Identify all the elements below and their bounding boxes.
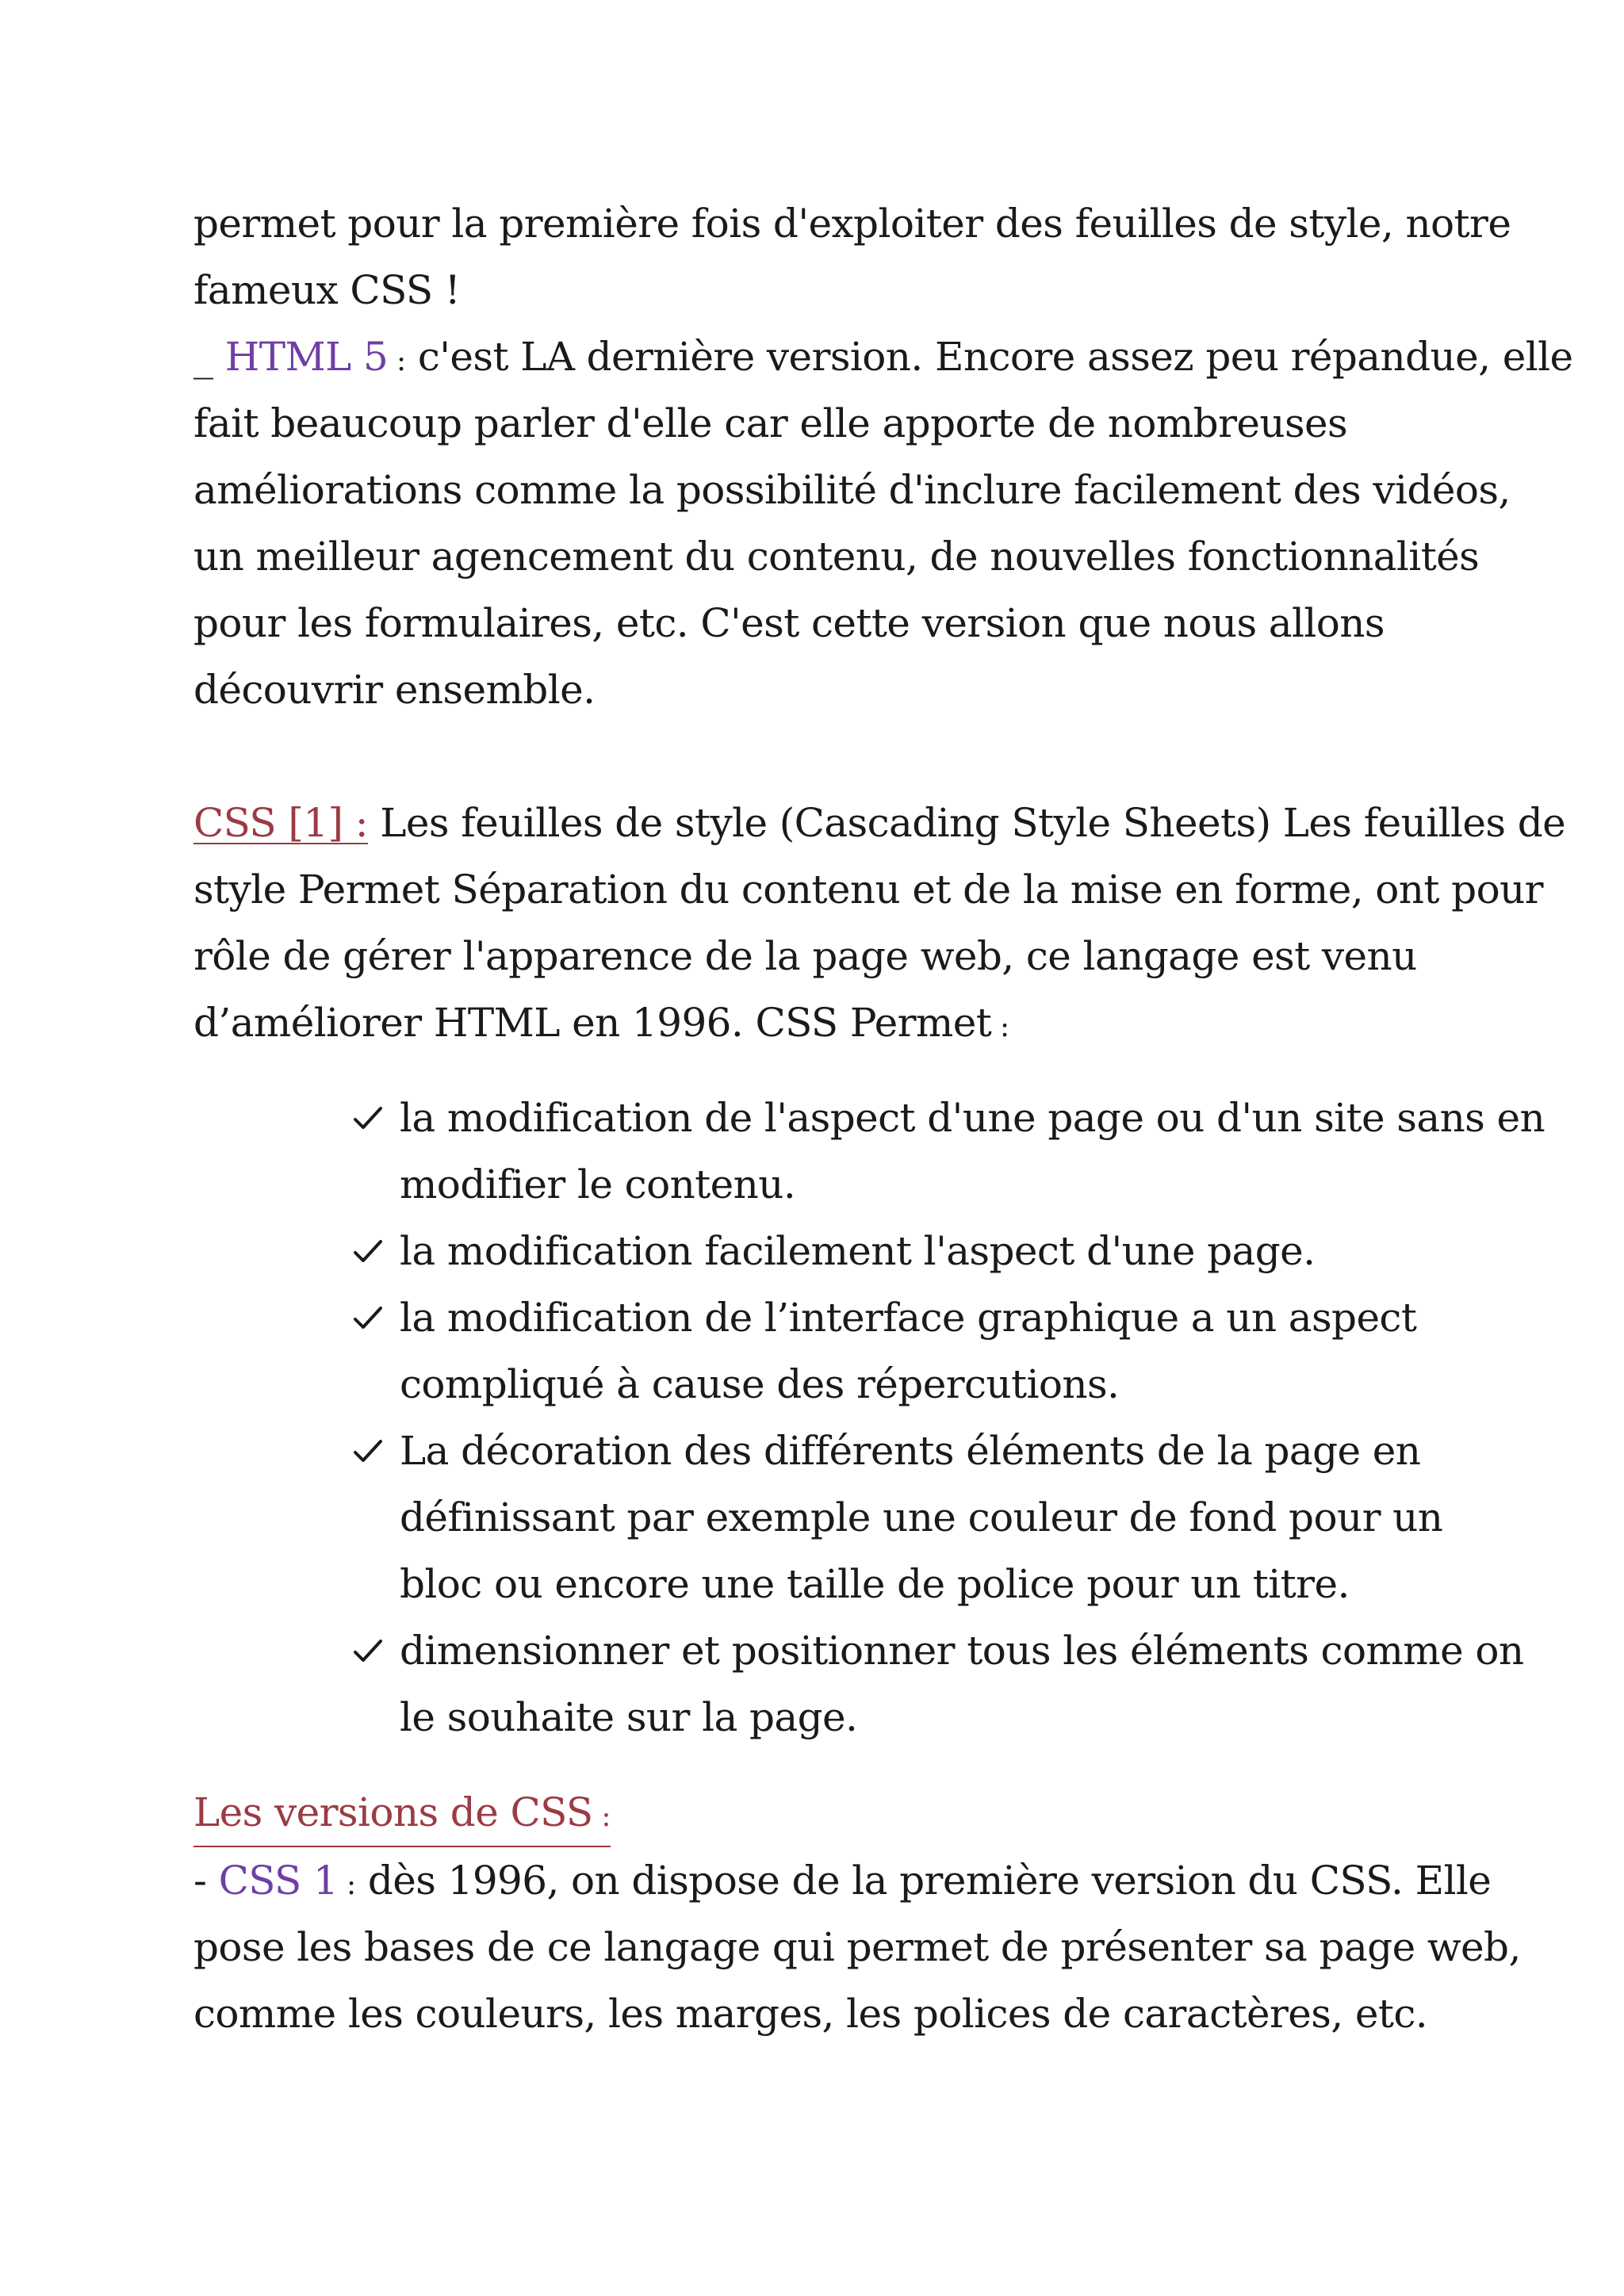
css1-colon: : bbox=[338, 1869, 356, 1901]
section-heading-text: Les versions de CSS bbox=[193, 1789, 593, 1835]
paragraph-line: comme les couleurs, les marges, les polices de caractères, etc. bbox=[193, 1991, 1428, 2037]
list-item-line: la modification de l’interface graphique a un aspect bbox=[400, 1295, 1417, 1341]
html5-text: c'est LA dernière version. Encore assez peu répandue, elle bbox=[405, 334, 1573, 380]
checkmark-icon bbox=[349, 1418, 387, 1484]
css-permet-colon: : bbox=[991, 1011, 1009, 1043]
list-item bbox=[193, 1284, 1446, 1418]
html5-colon: : bbox=[388, 345, 406, 377]
paragraph-line: un meilleur agencement du contenu, de nouvelles fonctionnalités bbox=[193, 534, 1480, 580]
html5-line bbox=[193, 323, 1573, 390]
list-item-line: La décoration des différents éléments de la page en bbox=[400, 1428, 1421, 1474]
paragraph-line: découvrir ensemble. bbox=[193, 667, 596, 713]
checkmark-icon bbox=[349, 1617, 387, 1684]
list-item-line: le souhaite sur la page. bbox=[400, 1694, 858, 1740]
css1-line bbox=[193, 1847, 1492, 1914]
html5-label: HTML 5 bbox=[224, 334, 389, 380]
checkmark-icon bbox=[349, 1284, 387, 1351]
list-item bbox=[193, 1218, 1446, 1284]
css1-dash: - bbox=[193, 1858, 219, 1904]
section-heading-colon: : bbox=[592, 1800, 611, 1833]
list-item bbox=[193, 1418, 1446, 1617]
section-heading-css-versions bbox=[193, 1781, 611, 1847]
list-item-line: la modification facilement l'aspect d'une page. bbox=[400, 1228, 1316, 1274]
paragraph-line bbox=[193, 989, 1446, 1056]
list-item-line: bloc ou encore une taille de police pour un titre. bbox=[400, 1561, 1350, 1607]
css-reference-link[interactable]: CSS [1] : bbox=[193, 800, 368, 846]
list-item-line: définissant par exemple une couleur de fond pour un bbox=[400, 1494, 1443, 1540]
html5-dash: _ bbox=[193, 334, 225, 380]
list-item-line: compliqué à cause des répercutions. bbox=[400, 1361, 1120, 1407]
paragraph-line: améliorations comme la possibilité d'inclure facilement des vidéos, bbox=[193, 467, 1511, 513]
paragraph-gap bbox=[193, 723, 1446, 790]
list-item-line: modifier le contenu. bbox=[400, 1161, 796, 1207]
list-item-line: dimensionner et positionner tous les éléments comme on bbox=[400, 1628, 1524, 1674]
css-benefits-checklist bbox=[193, 1085, 1545, 1751]
list-item-line: la modification de l'aspect d'une page ou d'un site sans en bbox=[400, 1095, 1545, 1141]
paragraph-line: pose les bases de ce langage qui permet de présenter sa page web, bbox=[193, 1924, 1521, 1970]
list-item bbox=[193, 1617, 1524, 1751]
paragraph-line: rôle de gérer l'apparence de la page web, ce langage est venu bbox=[193, 933, 1417, 979]
document-content bbox=[193, 190, 1573, 2047]
paragraph-line: permet pour la première fois d'exploiter des feuilles de style, notre bbox=[193, 201, 1511, 247]
checkmark-icon bbox=[349, 1085, 387, 1151]
css-intro-line bbox=[193, 790, 1566, 856]
paragraph-line: fait beaucoup parler d'elle car elle apporte de nombreuses bbox=[193, 400, 1348, 446]
paragraph-line: fameux CSS ! bbox=[193, 267, 461, 313]
css-intro-text: Les feuilles de style (Cascading Style Sheets) Les feuilles de bbox=[367, 800, 1566, 846]
list-item bbox=[193, 1085, 1545, 1218]
css1-text: dès 1996, on dispose de la première version du CSS. Elle bbox=[355, 1858, 1492, 1904]
css1-label: CSS 1 bbox=[218, 1858, 339, 1904]
paragraph-line: pour les formulaires, etc. C'est cette version que nous allons bbox=[193, 600, 1385, 646]
css-permet-text: d’améliorer HTML en 1996. CSS Permet bbox=[193, 1000, 992, 1046]
checkmark-icon bbox=[349, 1218, 387, 1284]
paragraph-line: style Permet Séparation du contenu et de la mise en forme, ont pour bbox=[193, 867, 1543, 913]
